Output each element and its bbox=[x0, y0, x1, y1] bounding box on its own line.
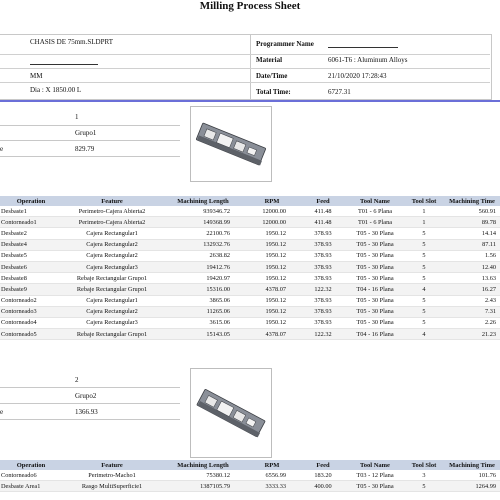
column-header: Feed bbox=[300, 460, 346, 470]
machining-time-cell: 2.43 bbox=[444, 295, 500, 306]
table-row bbox=[0, 470, 500, 481]
feature-cell: Cajera Rectangular1 bbox=[62, 228, 162, 239]
operation-cell: Desbaste8 bbox=[0, 273, 62, 284]
table-row bbox=[0, 217, 500, 228]
rpm-cell: 1950.12 bbox=[244, 250, 300, 261]
datetime-label: Date/Time bbox=[256, 72, 288, 80]
feature-cell: Rebaje Rectangular Grupo1 bbox=[62, 284, 162, 295]
datetime-value: 21/10/2020 17:28:43 bbox=[328, 72, 387, 80]
table-row bbox=[0, 261, 500, 272]
column-header: Tool Slot bbox=[404, 196, 444, 206]
operation-cell: Contorneado4 bbox=[0, 317, 62, 328]
feed-cell: 378.93 bbox=[300, 250, 346, 261]
table-row bbox=[0, 306, 500, 317]
tool-slot-cell: 3 bbox=[404, 470, 444, 481]
rpm-cell: 1950.12 bbox=[244, 317, 300, 328]
tool-slot-cell: 1 bbox=[404, 206, 444, 217]
table-row bbox=[0, 228, 500, 239]
column-header: Machining Length bbox=[162, 196, 244, 206]
feed-cell: 122.32 bbox=[300, 329, 346, 340]
machining-time-cell: 13.63 bbox=[444, 273, 500, 284]
feed-cell: 378.93 bbox=[300, 273, 346, 284]
feature-cell: Perimetro-Cajera Abierta2 bbox=[62, 206, 162, 217]
tool-name-cell: T05 - 30 Plana bbox=[346, 261, 404, 272]
operation-cell: Desbaste Area1 bbox=[0, 481, 62, 492]
operations-table-1 bbox=[0, 196, 500, 340]
feed-cell: 378.93 bbox=[300, 317, 346, 328]
tool-slot-cell: 5 bbox=[404, 481, 444, 492]
feed-cell: 378.93 bbox=[300, 228, 346, 239]
operation-cell: Desbaste1 bbox=[0, 206, 62, 217]
tool-name-cell: T04 - 16 Plana bbox=[346, 329, 404, 340]
machining-length-cell: 3615.06 bbox=[162, 317, 244, 328]
machining-length-cell: 75380.12 bbox=[162, 470, 244, 481]
column-header: RPM bbox=[244, 460, 300, 470]
table-row bbox=[0, 295, 500, 306]
machining-length-cell: 15316.00 bbox=[162, 284, 244, 295]
feature-cell: Cajera Rectangular2 bbox=[62, 239, 162, 250]
rpm-cell: 1950.12 bbox=[244, 239, 300, 250]
column-header: Machining Time bbox=[444, 460, 500, 470]
rpm-cell: 1950.12 bbox=[244, 261, 300, 272]
table-row bbox=[0, 206, 500, 217]
setup-2-time-label: e bbox=[0, 408, 4, 416]
tool-slot-cell: 4 bbox=[404, 329, 444, 340]
column-header: Tool Name bbox=[346, 460, 404, 470]
programmer-label: Programmer Name bbox=[256, 40, 314, 48]
rpm-cell: 12000.00 bbox=[244, 217, 300, 228]
header-divider bbox=[250, 34, 251, 100]
column-header: Operation bbox=[0, 460, 62, 470]
machining-length-cell: 132932.76 bbox=[162, 239, 244, 250]
operation-cell: Contorneado6 bbox=[0, 470, 62, 481]
part-model-icon bbox=[191, 369, 271, 457]
tool-slot-cell: 4 bbox=[404, 284, 444, 295]
feature-cell: Cajera Rectangular3 bbox=[62, 261, 162, 272]
feature-cell: Rebaje Rectangular Grupo1 bbox=[62, 273, 162, 284]
tool-name-cell: T01 - 6 Plana bbox=[346, 217, 404, 228]
column-header: RPM bbox=[244, 196, 300, 206]
tool-name-cell: T05 - 30 Plana bbox=[346, 317, 404, 328]
column-header: Machining Length bbox=[162, 460, 244, 470]
rpm-cell: 1950.12 bbox=[244, 228, 300, 239]
column-header: Tool Name bbox=[346, 196, 404, 206]
machining-time-cell: 1.56 bbox=[444, 250, 500, 261]
feature-cell: Perimetro-Cajera Abierta2 bbox=[62, 217, 162, 228]
column-header: Feature bbox=[62, 196, 162, 206]
machining-length-cell: 19420.97 bbox=[162, 273, 244, 284]
machining-time-cell: 101.76 bbox=[444, 470, 500, 481]
tool-slot-cell: 5 bbox=[404, 273, 444, 284]
rpm-cell: 4378.07 bbox=[244, 329, 300, 340]
feature-cell: Cajera Rectangular3 bbox=[62, 317, 162, 328]
operation-cell: Desbaste6 bbox=[0, 261, 62, 272]
operation-cell: Contorneado5 bbox=[0, 329, 62, 340]
units-value: MM bbox=[30, 72, 43, 80]
material-value: 6061-T6 : Aluminum Alloys bbox=[328, 56, 408, 64]
machining-time-cell: 7.31 bbox=[444, 306, 500, 317]
table-header-row bbox=[0, 196, 500, 206]
operation-cell: Desbaste2 bbox=[0, 228, 62, 239]
feature-cell: Perimetro-Macho1 bbox=[62, 470, 162, 481]
table-row bbox=[0, 284, 500, 295]
tool-name-cell: T04 - 16 Plana bbox=[346, 284, 404, 295]
tool-slot-cell: 5 bbox=[404, 250, 444, 261]
tool-slot-cell: 1 bbox=[404, 217, 444, 228]
machining-length-cell: 22100.76 bbox=[162, 228, 244, 239]
operation-cell: Contorneado1 bbox=[0, 217, 62, 228]
rpm-cell: 3333.33 bbox=[244, 481, 300, 492]
operation-cell: Contorneado3 bbox=[0, 306, 62, 317]
page-title: Milling Process Sheet bbox=[199, 0, 301, 12]
rpm-cell: 4378.07 bbox=[244, 284, 300, 295]
column-header: Feature bbox=[62, 460, 162, 470]
feature-cell: Rasgo MultiSuperficie1 bbox=[62, 481, 162, 492]
table-header-row bbox=[0, 460, 500, 470]
tool-slot-cell: 5 bbox=[404, 239, 444, 250]
setup-1-time: 829.79 bbox=[75, 145, 95, 153]
section-separator bbox=[0, 100, 500, 102]
column-header: Feed bbox=[300, 196, 346, 206]
tool-slot-cell: 5 bbox=[404, 317, 444, 328]
tool-name-cell: T05 - 30 Plana bbox=[346, 250, 404, 261]
operation-cell: Desbaste4 bbox=[0, 239, 62, 250]
programmer-value bbox=[328, 40, 398, 48]
machining-length-cell: 15143.05 bbox=[162, 329, 244, 340]
rpm-cell: 1950.12 bbox=[244, 306, 300, 317]
table-row bbox=[0, 317, 500, 328]
tool-slot-cell: 5 bbox=[404, 228, 444, 239]
machining-time-cell: 89.78 bbox=[444, 217, 500, 228]
table-row bbox=[0, 239, 500, 250]
table-row bbox=[0, 481, 500, 492]
operation-cell: Desbaste9 bbox=[0, 284, 62, 295]
column-header: Tool Slot bbox=[404, 460, 444, 470]
rpm-cell: 12000.00 bbox=[244, 206, 300, 217]
feed-cell: 411.48 bbox=[300, 206, 346, 217]
machining-time-cell: 14.14 bbox=[444, 228, 500, 239]
machining-time-cell: 2.26 bbox=[444, 317, 500, 328]
rpm-cell: 1950.12 bbox=[244, 295, 300, 306]
feature-cell: Rebaje Rectangular Grupo1 bbox=[62, 329, 162, 340]
feed-cell: 122.32 bbox=[300, 284, 346, 295]
tool-slot-cell: 5 bbox=[404, 306, 444, 317]
tool-slot-cell: 5 bbox=[404, 261, 444, 272]
setup-1-group: Grupo1 bbox=[75, 129, 97, 137]
tool-slot-cell: 5 bbox=[404, 295, 444, 306]
machining-time-cell: 1264.99 bbox=[444, 481, 500, 492]
feed-cell: 400.00 bbox=[300, 481, 346, 492]
machining-length-cell: 2638.82 bbox=[162, 250, 244, 261]
tool-name-cell: T05 - 30 Plana bbox=[346, 273, 404, 284]
operation-cell: Contorneado2 bbox=[0, 295, 62, 306]
feature-cell: Cajera Rectangular1 bbox=[62, 295, 162, 306]
feed-cell: 378.93 bbox=[300, 295, 346, 306]
table-row bbox=[0, 273, 500, 284]
machining-length-cell: 939346.72 bbox=[162, 206, 244, 217]
part-model-icon bbox=[191, 107, 271, 181]
tool-name-cell: T05 - 30 Plana bbox=[346, 295, 404, 306]
machining-time-cell: 87.11 bbox=[444, 239, 500, 250]
setup-2-group: Grupo2 bbox=[75, 392, 97, 400]
table-row bbox=[0, 329, 500, 340]
column-header: Machining Time bbox=[444, 196, 500, 206]
table-row bbox=[0, 250, 500, 261]
machining-time-cell: 560.91 bbox=[444, 206, 500, 217]
machining-time-cell: 16.27 bbox=[444, 284, 500, 295]
feature-cell: Cajera Rectangular2 bbox=[62, 306, 162, 317]
tool-name-cell: T05 - 30 Plana bbox=[346, 481, 404, 492]
part-preview-image-2 bbox=[190, 368, 272, 458]
tool-name-cell: T01 - 6 Plana bbox=[346, 206, 404, 217]
machining-time-cell: 12.40 bbox=[444, 261, 500, 272]
setup-2-time: 1366.93 bbox=[75, 408, 98, 416]
total-time-value: 6727.31 bbox=[328, 88, 351, 96]
setup-1-time-label: e bbox=[0, 145, 4, 153]
machining-length-cell: 1387105.79 bbox=[162, 481, 244, 492]
feed-cell: 378.93 bbox=[300, 239, 346, 250]
feed-cell: 411.48 bbox=[300, 217, 346, 228]
tool-name-cell: T03 - 12 Plana bbox=[346, 470, 404, 481]
feed-cell: 183.20 bbox=[300, 470, 346, 481]
stock-value: Dia : X 1850.00 L bbox=[30, 86, 82, 94]
rpm-cell: 6556.99 bbox=[244, 470, 300, 481]
column-header: Operation bbox=[0, 196, 62, 206]
machining-length-cell: 149368.99 bbox=[162, 217, 244, 228]
operation-cell: Desbaste5 bbox=[0, 250, 62, 261]
material-label: Material bbox=[256, 56, 283, 64]
machining-length-cell: 11265.06 bbox=[162, 306, 244, 317]
tool-name-cell: T05 - 30 Plana bbox=[346, 239, 404, 250]
machining-time-cell: 21.23 bbox=[444, 329, 500, 340]
rpm-cell: 1950.12 bbox=[244, 273, 300, 284]
feature-cell: Cajera Rectangular2 bbox=[62, 250, 162, 261]
feed-cell: 378.93 bbox=[300, 306, 346, 317]
part-preview-image-1 bbox=[190, 106, 272, 182]
total-time-label: Total Time: bbox=[256, 88, 291, 96]
tool-name-cell: T05 - 30 Plana bbox=[346, 306, 404, 317]
feed-cell: 378.93 bbox=[300, 261, 346, 272]
blank-underline bbox=[30, 58, 98, 65]
machining-length-cell: 19412.76 bbox=[162, 261, 244, 272]
part-file: CHASIS DE 75mm.SLDPRT bbox=[30, 38, 114, 46]
machining-length-cell: 3865.06 bbox=[162, 295, 244, 306]
operations-table-2 bbox=[0, 460, 500, 492]
setup-1-number: 1 bbox=[75, 113, 79, 121]
tool-name-cell: T05 - 30 Plana bbox=[346, 228, 404, 239]
setup-2-number: 2 bbox=[75, 376, 79, 384]
